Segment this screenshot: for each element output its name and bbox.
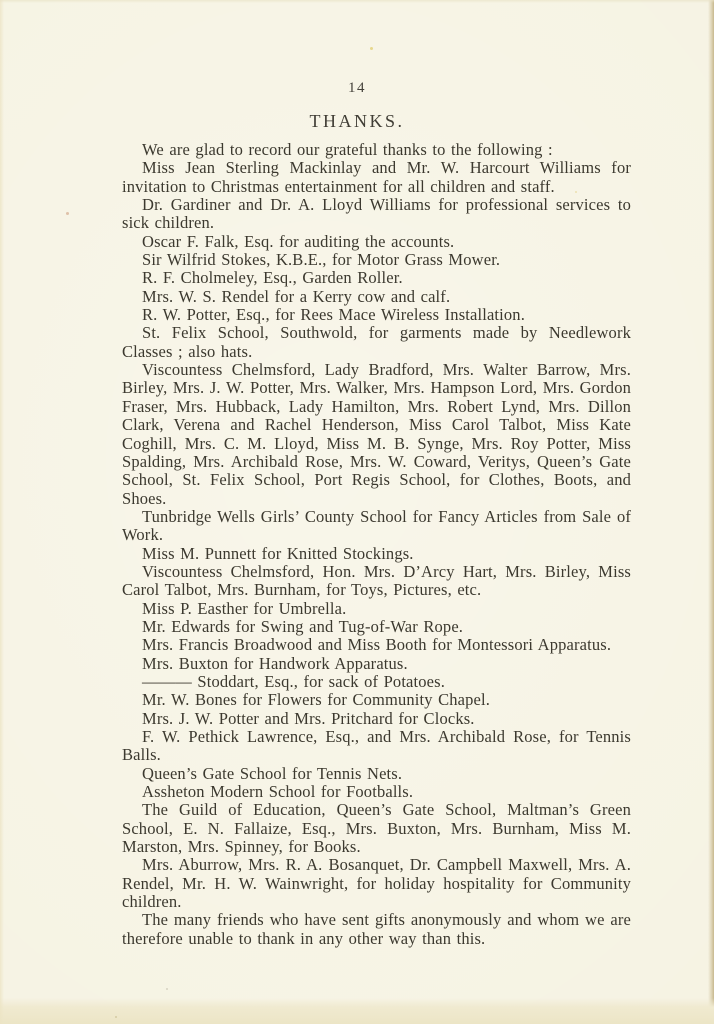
paper-speck [115,1016,117,1018]
paragraph: Mr. Edwards for Swing and Tug-of-War Rope. [142,616,464,636]
paragraph: F. W. Pethick Lawrence, Esq., and Mrs. Archibald Rose, for Tennis Balls. [122,727,631,765]
paper-speck [166,988,168,990]
paragraph: Miss M. Punnett for Knitted Stockings. [142,543,414,563]
page-number: 14 [348,80,366,96]
page-edge-top [0,0,714,3]
paragraph: Mr. W. Bones for Flowers for Community Chapel. [142,690,491,710]
paragraph: R. W. Potter, Esq., for Rees Mace Wireless Installation. [142,305,525,325]
paragraph: R. F. Cholmeley, Esq., Garden Roller. [142,268,403,288]
paper-speck [66,212,69,215]
paragraph: St. Felix School, Southwold, for garments made by Needlework Classes ; also hats. [122,323,631,361]
paper-speck [370,47,373,50]
paragraph: Viscountess Chelmsford, Hon. Mrs. D’Arcy Hart, Mrs. Birley, Miss Carol Talbot, Mrs. Burnham, for Toys, Pictures, etc. [122,561,631,600]
paragraph: Mrs. Buxton for Handwork Apparatus. [142,653,408,673]
page-title: THANKS. [309,111,405,131]
page-edge-left [0,0,4,1024]
page-edge-bottom [0,998,714,1024]
paragraph: Mrs. Aburrow, Mrs. R. A. Bosanquet, Dr. Campbell Maxwell, Mrs. A. Rendel, Mr. H. W. Wainwright, for holiday hospitality for Community children. [122,855,631,912]
paragraph: Mrs. W. S. Rendel for a Kerry cow and calf. [142,286,451,306]
paragraph: Assheton Modern School for Footballs. [142,782,414,802]
paragraph: Mrs. Francis Broadwood and Miss Booth for Montessori Apparatus. [142,635,612,655]
paragraph: We are glad to record our grateful thanks to the following : [142,140,553,159]
paragraph: Mrs. J. W. Potter and Mrs. Pritchard for Clocks. [142,708,475,728]
paragraph: The many friends who have sent gifts anonymously and whom we are therefore unable to thank in any other way than this. [122,910,631,948]
paragraph: Miss Jean Sterling Mackinlay and Mr. W. Harcourt Williams for invitation to Christmas entertainment for all children and staff. [122,158,631,196]
paragraph: Dr. Gardiner and Dr. A. Lloyd Williams for professional services to sick children. [122,195,631,233]
page-edge-right [708,0,714,1024]
paragraph: ——— Stoddart, Esq., for sack of Potatoes. [142,671,445,691]
paragraph: Miss P. Easther for Umbrella. [142,598,347,618]
paragraph: Queen’s Gate School for Tennis Nets. [142,763,403,783]
paragraph: The Guild of Education, Queen’s Gate School, Maltman’s Green School, E. N. Fallaize, Esq., Mrs. Buxton, Mrs. Burnham, Miss M. Marston, Mrs. Spinney, for Books. [122,800,631,857]
paragraph: Tunbridge Wells Girls’ County School for Fancy Articles from Sale of Work. [122,506,631,545]
paragraph: Sir Wilfrid Stokes, K.B.E., for Motor Grass Mower. [142,250,501,270]
paragraph: Viscountess Chelmsford, Lady Bradford, Mrs. Walter Barrow, Mrs. Birley, Mrs. J. W. Potter, Mrs. Walker, Mrs. Hampson Lord, Mrs. Gordon Fraser, Mrs. Hubback, Lady Hamilton, Mrs. Robert Lynd, Mrs. Dillon Clark, Verena and Rachel Henderson, Miss Carol Talbot, Miss Kate Coghill, Mrs. C. M. Lloyd, Miss M. B. Synge, Mrs. Roy Potter, Miss Spalding, Mrs. Archibald Rose, Mrs. W. Coward, Veritys, Queen’s Gate School, St. Felix School, Port Regis School, for Clothes, Boots, and Shoes. [122,360,631,508]
thanks-text-block [122,141,631,948]
paragraph: Oscar F. Falk, Esq. for auditing the accounts. [142,231,455,251]
